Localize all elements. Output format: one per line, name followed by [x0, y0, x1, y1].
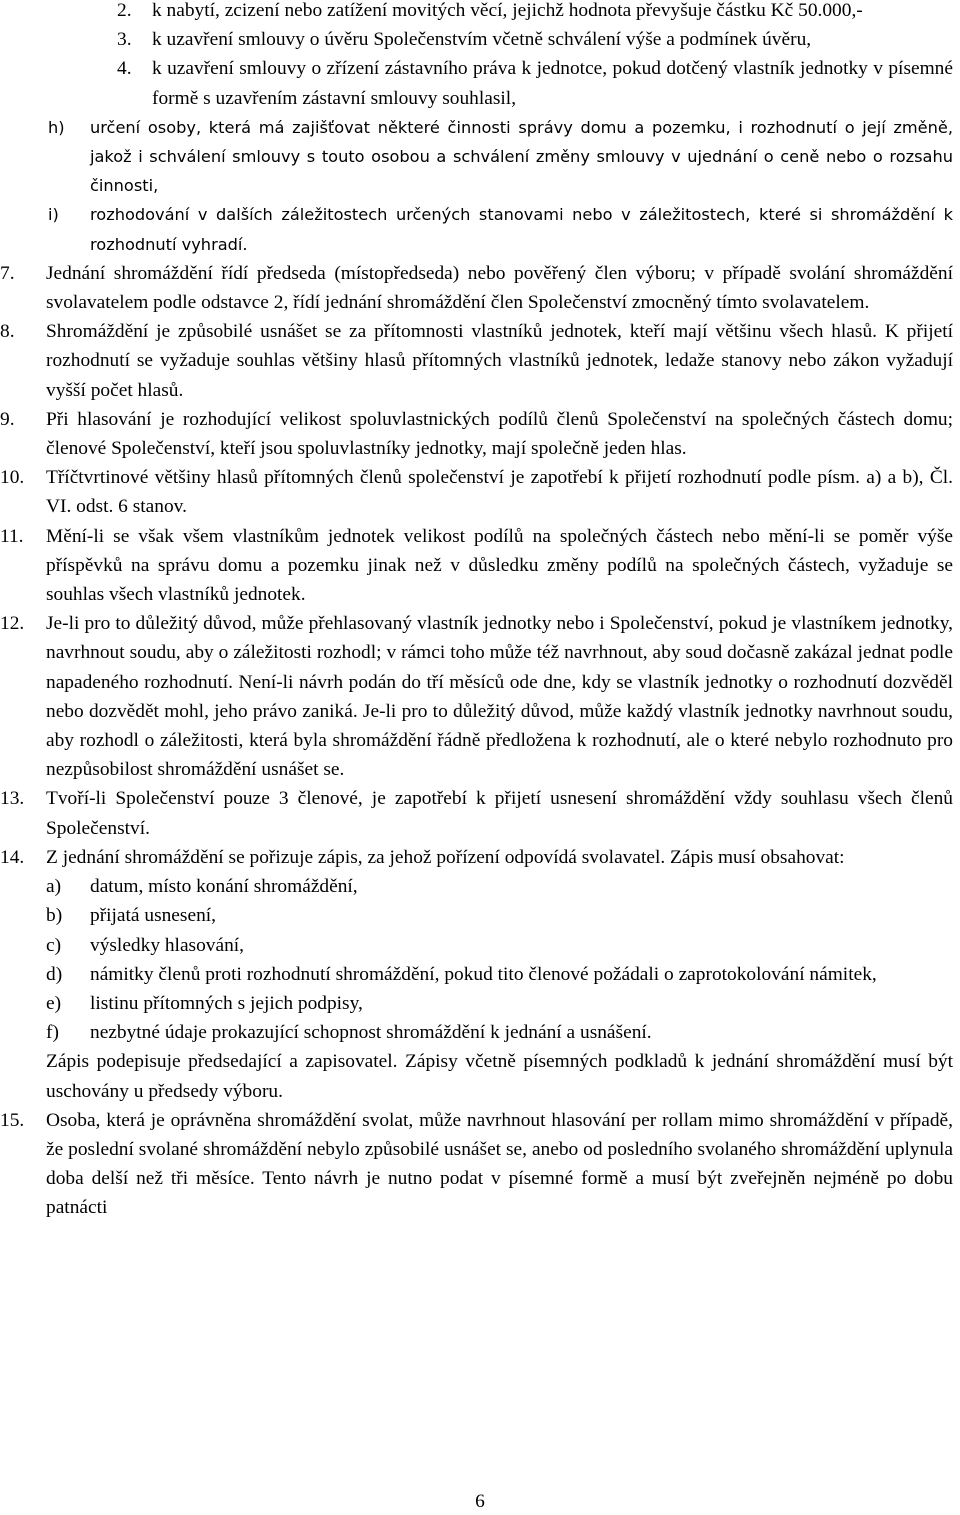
paragraph-15: [0, 1106, 953, 1223]
paragraph-number: 13.: [0, 788, 25, 810]
paragraph-13: [0, 784, 953, 842]
paragraph-text: Při hlasování je rozhodující velikost spoluvlastnických podílů členů Společenství na společných částech domu; členové Společenství, kteří jsou spoluvlastníky jednotky, mají společně jeden hlas.: [46, 408, 953, 460]
page-number: 6: [475, 1491, 485, 1512]
paragraph-number: 14.: [0, 846, 25, 868]
paragraph-8: [0, 317, 953, 405]
paragraph-text: Tvoří-li Společenství pouze 3 členové, je zapotřebí k přijetí usnesení shromáždění vždy souhlasu všech členů Společenství.: [46, 788, 953, 839]
item-letter: h): [48, 117, 65, 137]
list-item-i: [0, 200, 953, 258]
subitem-text: datum, místo konání shromáždění,: [90, 876, 358, 898]
paragraph-9: [0, 405, 953, 463]
subitem-text: námitky členů proti rozhodnutí shromáždění, pokud tito členové požádali o zaprotokolování námitek,: [90, 963, 877, 985]
item-number: 4.: [117, 58, 132, 80]
paragraph-number: 7.: [0, 262, 15, 284]
subitem-letter: a): [46, 876, 62, 898]
paragraph-14: [0, 843, 953, 872]
subitem-d: [0, 960, 953, 989]
paragraph-number: 15.: [0, 1109, 25, 1131]
subitem-text: nezbytné údaje prokazující schopnost shromáždění k jednání a usnášení.: [90, 1022, 652, 1044]
paragraph-11: [0, 522, 953, 610]
subitem-text: výsledky hlasování,: [90, 934, 245, 956]
subitem-c: [0, 931, 953, 960]
subitem-e: [0, 989, 953, 1018]
subitem-a: [0, 872, 953, 901]
item-number: 2.: [117, 0, 132, 21]
list-item-3: [0, 25, 953, 54]
paragraph-text: Shromáždění je způsobilé usnášet se za přítomnosti vlastníků jednotek, kteří mají většinu všech hlasů. K přijetí rozhodnutí se vyžaduje souhlas většiny hlasů přítomných vlastníků jednotek, ledaže stanovy nebo zákon vyžadují vyšší počet hlasů.: [46, 321, 953, 401]
paragraph-text: Jednání shromáždění řídí předseda (místopředseda) nebo pověřený člen výboru; v případě svolání shromáždění svolavatelem podle odstavce 2, řídí jednání shromáždění člen Společenství zmocněný tímto svolavatelem.: [46, 262, 953, 314]
paragraph-14-closing: Zápis podepisuje předsedající a zapisovatel. Zápisy včetně písemných podkladů k jednání shromáždění musí být uschovány u předsedy výboru.: [46, 1051, 953, 1102]
item-text: k nabytí, zcizení nebo zatížení movitých věcí, jejichž hodnota převyšuje částku Kč 50.000,-: [152, 0, 863, 21]
list-item-4: [0, 54, 953, 112]
paragraph-number: 11.: [0, 525, 24, 547]
subitem-text: listinu přítomných s jejich podpisy,: [90, 992, 363, 1014]
paragraph-text: Osoba, která je oprávněna shromáždění svolat, může navrhnout hlasování per rollam mimo shromáždění v případě, že poslední svolané shromáždění nebylo způsobilé usnášet se, anebo od posledního svolaného shromáždění uplynula doba delší než tři měsíce. Tento návrh je nutno podat v písemné formě a musí být zveřejněn nejméně po dobu patnácti: [46, 1109, 953, 1219]
subitem-b: [0, 901, 953, 930]
paragraph-number: 8.: [0, 321, 15, 343]
paragraph-10: [0, 463, 953, 521]
item-text: určení osoby, která má zajišťovat některé činnosti správy domu a pozemku, i rozhodnutí o její změně, jakož i schválení smlouvy s touto osobou a schválení změny smlouvy v ujednání o ceně nebo o rozsahu činnosti,: [90, 117, 953, 196]
item-letter: i): [48, 205, 59, 225]
list-item-2: [0, 0, 953, 25]
item-text: k uzavření smlouvy o zřízení zástavního práva k jednotce, pokud dotčený vlastník jednotky v písemné formě s uzavřením zástavní smlouvy souhlasil,: [152, 58, 953, 109]
subitem-letter: b): [46, 905, 63, 927]
subitem-letter: e): [46, 992, 62, 1014]
subitem-f: [0, 1018, 953, 1047]
list-item-h: [0, 113, 953, 201]
subitem-text: přijatá usnesení,: [90, 905, 217, 927]
paragraph-7: [0, 259, 953, 317]
subitem-letter: d): [46, 963, 63, 985]
subitem-letter: c): [46, 934, 62, 956]
paragraph-number: 10.: [0, 467, 25, 489]
paragraph-text: Je-li pro to důležitý důvod, může přehlasovaný vlastník jednotky nebo i Společenství, pokud je vlastníkem jednotky, navrhnout soudu, aby o záležitosti rozhodl; v rámci toho může též navrhnout, aby soud dočasně zakázal jednat podle napadeného rozhodnutí. Není-li návrh podán do tří měsíců ode dne, kdy se vlastník jednotky o rozhodnutí dozvěděl nebo dozvědět mohl, jeho právo zaniká. Je-li pro to důležitý důvod, může každý vlastník jednotky navrhnout soudu, aby rozhodl o záležitosti, která byla shromáždění řádně předložena k rozhodnutí, ale o které nebylo rozhodnuto pro nezpůsobilost shromáždění usnášet se.: [46, 613, 953, 781]
paragraph-number: 9.: [0, 408, 15, 430]
paragraph-number: 12.: [0, 613, 25, 635]
subitem-letter: f): [46, 1022, 59, 1044]
item-text: k uzavření smlouvy o úvěru Společenstvím včetně schválení výše a podmínek úvěru,: [152, 29, 812, 51]
paragraph-text: Tříčtvrtinové většiny hlasů přítomných členů společenství je zapotřebí k přijetí rozhodnutí podle písm. a) a b), Čl. VI. odst. 6 stanov.: [46, 467, 953, 518]
paragraph-text: Z jednání shromáždění se pořizuje zápis, za jehož pořízení odpovídá svolavatel. Zápis musí obsahovat:: [46, 846, 845, 868]
paragraph-12: [0, 609, 953, 784]
paragraph-text: Mění-li se však všem vlastníkům jednotek velikost podílů na společných částech nebo mění-li se poměr výše příspěvků na správu domu a pozemku jinak než v důsledku změny podílů na společných částech, vyžaduje se souhlas všech vlastníků jednotek.: [46, 525, 953, 606]
item-text: rozhodování v dalších záležitostech určených stanovami nebo v záležitostech, které si shromáždění k rozhodnutí vyhradí.: [90, 205, 953, 254]
item-number: 3.: [117, 29, 132, 51]
